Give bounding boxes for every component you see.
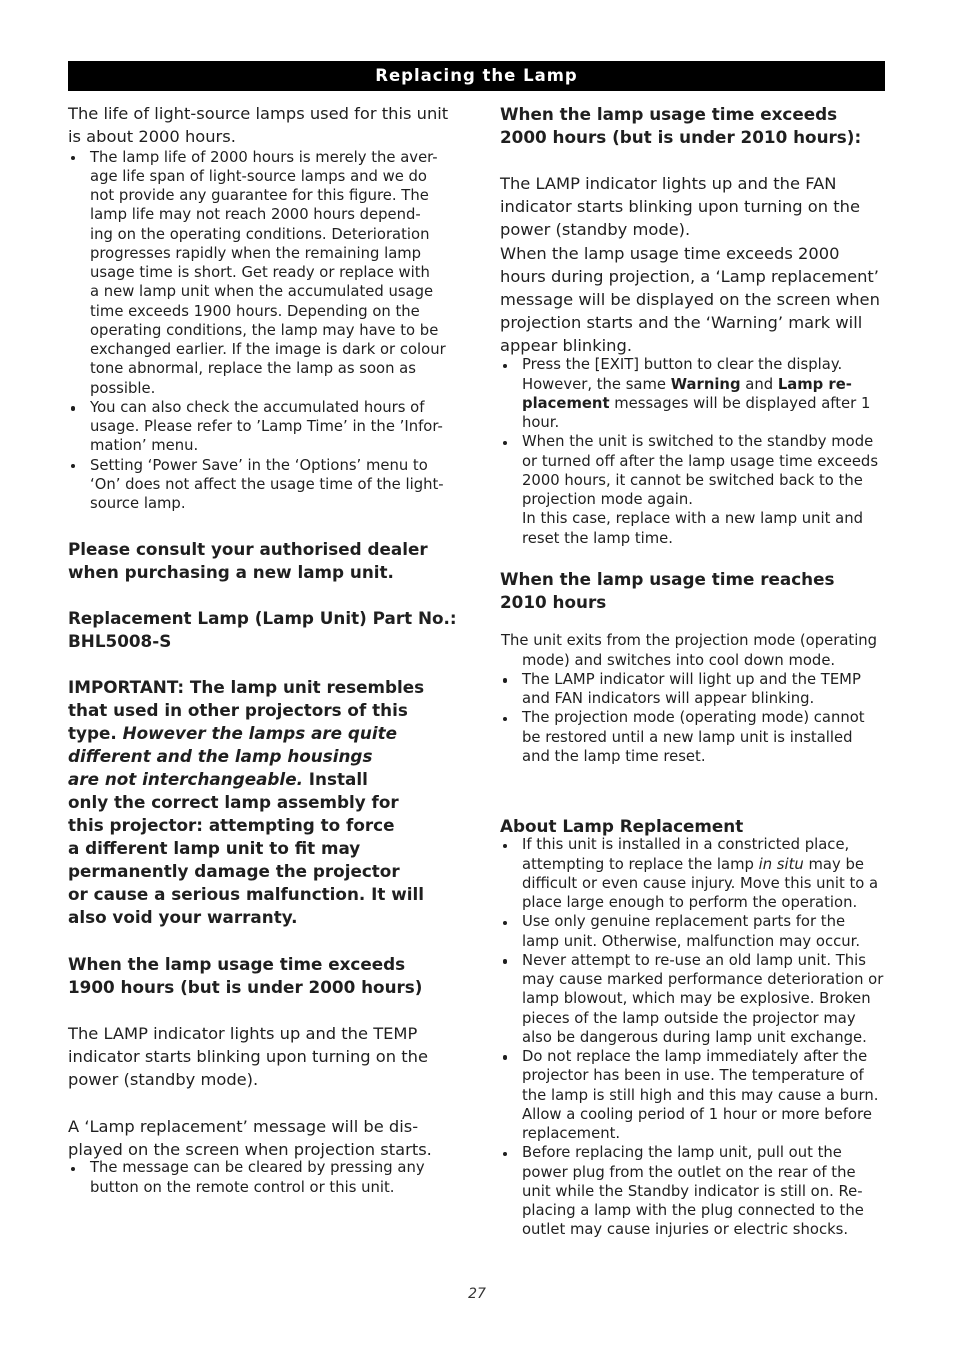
text-line: operating conditions, the lamp may have to be (90, 321, 439, 339)
text-line: You can also check the accumulated hours of (90, 398, 425, 416)
bullet-text (522, 355, 886, 432)
text-line: About Lamp Replacement (500, 815, 744, 836)
text-line: usage. Please refer to ’Lamp Time’ in the ’Infor- (90, 418, 443, 435)
text-line: When the lamp usage time exceeds 2000 (500, 243, 840, 263)
bullet-icon (503, 1055, 508, 1060)
section-header-bar (68, 61, 885, 91)
text-line: power (standby mode). (68, 1069, 259, 1089)
text-line: 2000 hours (but is under 2010 hours): (500, 126, 862, 147)
text-line: The lamp life of 2000 hours is merely the aver- (90, 148, 438, 166)
dealer-notice (68, 538, 454, 584)
text-line (68, 768, 454, 791)
text-line: Replacement Lamp (Lamp Unit) Part No.: (68, 607, 457, 628)
text-line (522, 375, 886, 394)
text-line: projection mode again. (522, 491, 693, 509)
notes-2010 (500, 670, 886, 766)
text-line: lamp life may not reach 2000 hours depend- (90, 206, 421, 224)
text-line: BHL5008-S (68, 630, 172, 651)
bullet-icon (503, 364, 508, 369)
text-line: The message can be cleared by pressing any (90, 1159, 425, 1177)
page-number: 27 (468, 1286, 486, 1302)
bullet-icon (503, 921, 508, 926)
text-line: or turned off after the lamp usage time exceeds (522, 452, 879, 470)
text-line: hours during projection, a ‘Lamp replacement’ (500, 266, 879, 286)
text-line: exchanged earlier. If the image is dark or colour (90, 341, 446, 358)
text-line: If this unit is installed in a constricted place, (522, 836, 850, 854)
text-line: hour. (522, 414, 560, 432)
message-1900-paragraph (68, 1115, 454, 1161)
bullet-text (522, 670, 886, 709)
text-line: button on the remote control or this unit. (90, 1178, 395, 1196)
text-line: placing a lamp with the plug connected to the (522, 1202, 864, 1220)
bullet-text (522, 1047, 886, 1143)
bullet-item (500, 670, 886, 709)
text-line: indicator starts blinking upon turning on the (68, 1046, 428, 1066)
text-line: possible. (90, 379, 156, 397)
text-line: ‘On’ does not affect the usage time of the light- (90, 475, 444, 493)
text-line: only the correct lamp assembly for (68, 791, 399, 812)
text-line: 2000 hours, it cannot be switched back to the (522, 471, 863, 489)
notes-1900 (68, 1158, 454, 1197)
text-line: 2010 hours (500, 591, 607, 612)
text-line: Setting ‘Power Save’ in the ‘Options’ menu to (90, 456, 428, 474)
bullet-icon (503, 717, 508, 722)
text-line: unit while the Standby indicator is still on. Re- (522, 1182, 863, 1200)
text-line: The projection mode (operating mode) cannot (522, 709, 865, 727)
text-line: is about 2000 hours. (68, 126, 236, 146)
text-line: Press the [EXIT] button to clear the display. (522, 356, 843, 374)
text-line: A ‘Lamp replacement’ message will be dis- (68, 1116, 419, 1136)
bullet-text (522, 432, 886, 548)
notes-2000 (500, 355, 886, 548)
text-segment: type. (68, 722, 117, 743)
bullet-item (68, 1158, 454, 1197)
emphasis-segment: different and the lamp housings (68, 745, 373, 766)
bullet-item (500, 432, 886, 548)
text-line: time exceeds 1900 hours. Depending on the (90, 302, 420, 320)
bullet-item (500, 835, 886, 912)
bullet-icon (503, 678, 508, 683)
text-line: When the lamp usage time exceeds (500, 103, 838, 124)
bullet-text (522, 1143, 886, 1239)
text-line: source lamp. (90, 495, 186, 512)
indicator-1900-paragraph (68, 1022, 454, 1091)
bullet-icon (71, 464, 76, 469)
text-line: When the lamp usage time reaches (500, 568, 835, 589)
bullet-icon (503, 959, 508, 964)
text-line: outlet may cause injuries or electric shocks. (522, 1221, 849, 1239)
text-line: The LAMP indicator will light up and the TEMP (522, 670, 861, 688)
text-line: The LAMP indicator lights up and the TEMP (68, 1023, 418, 1043)
italic-segment: in situ (758, 855, 804, 873)
bullet-text (90, 1158, 454, 1197)
text-line: 1900 hours (but is under 2000 hours) (68, 976, 423, 997)
text-line: replacement. (522, 1125, 621, 1143)
indicator-2000-paragraph (500, 172, 886, 241)
bullet-item (500, 708, 886, 766)
about-lamp-replacement-notes (500, 835, 886, 1239)
heading-1900-hours (68, 953, 454, 999)
part-number (68, 607, 457, 653)
bullet-icon (503, 1152, 508, 1157)
text-line: mode) and switches into cool down mode. (522, 651, 836, 669)
text-line: IMPORTANT: The lamp unit resembles (68, 676, 425, 697)
bullet-text (522, 835, 886, 912)
text-line: power plug from the outlet on the rear of the (522, 1163, 856, 1181)
text-line: and the lamp time reset. (522, 747, 706, 765)
text-line: The unit exits from the projection mode (operating (501, 632, 878, 650)
text-line (522, 394, 886, 413)
intro-paragraph (68, 102, 454, 148)
bullet-item (68, 398, 454, 456)
text-line: appear blinking. (500, 335, 632, 355)
bullet-text (522, 708, 886, 766)
bullet-icon (71, 156, 76, 161)
text-line: a new lamp unit when the accumulated usage (90, 283, 434, 301)
text-line (68, 745, 454, 768)
text-line: also void your warranty. (68, 907, 298, 928)
projection-2000-paragraph (500, 242, 886, 357)
bullet-icon (71, 1167, 76, 1172)
section-2010-body (500, 631, 886, 766)
text-segment: may be (808, 855, 864, 873)
text-segment: Install (308, 768, 368, 789)
text-line: this projector: attempting to force (68, 815, 395, 836)
text-line: Never attempt to re-use an old lamp unit. This (522, 951, 866, 969)
text-line: be restored until a new lamp unit is installed (522, 728, 853, 746)
text-line: Do not replace the lamp immediately after the (522, 1048, 868, 1066)
text-line: Before replacing the lamp unit, pull out the (522, 1144, 842, 1162)
emphasis-segment: However the lamps are quite (122, 722, 398, 743)
text-line: ing on the operating conditions. Deterioration (90, 225, 430, 243)
bold-segment: placement (522, 394, 610, 412)
text-line: The life of light-source lamps used for this unit (68, 103, 449, 123)
text-segment: messages will be displayed after 1 (614, 394, 871, 412)
heading-2010-hours (500, 568, 886, 614)
bold-segment: Lamp re- (777, 375, 852, 393)
text-line: played on the screen when projection starts. (68, 1139, 432, 1159)
intro-2010-paragraph (500, 631, 886, 670)
text-line: message will be displayed on the screen when (500, 289, 880, 309)
text-line: projection starts and the ‘Warning’ mark will (500, 312, 863, 332)
bullet-icon (71, 406, 76, 411)
bullet-item (68, 148, 454, 398)
text-line: indicator starts blinking upon turning on the (500, 196, 860, 216)
text-line: age life span of light-source lamps and we do (90, 167, 427, 185)
text-line: when purchasing a new lamp unit. (68, 561, 394, 582)
bullet-item (500, 951, 886, 1047)
lamp-life-notes (68, 148, 454, 514)
section-title: Replacing the Lamp (375, 66, 578, 85)
text-line: also be dangerous during lamp unit exchange. (522, 1028, 867, 1046)
bullet-text (90, 148, 454, 398)
bullet-item (500, 355, 886, 432)
text-line (522, 855, 886, 874)
text-line: lamp blowout, which may be explosive. Broken (522, 990, 871, 1008)
text-line: power (standby mode). (500, 219, 691, 239)
about-notes-list (500, 912, 886, 1239)
text-line: progresses rapidly when the remaining lamp (90, 244, 422, 262)
bullet-item (500, 1143, 886, 1239)
text-line: In this case, replace with a new lamp unit and (522, 510, 864, 528)
text-line: The LAMP indicator lights up and the FAN (500, 173, 837, 193)
text-line: tone abnormal, replace the lamp as soon as (90, 360, 416, 378)
bold-segment: Warning (670, 375, 741, 393)
text-segment: attempting to replace the lamp (522, 855, 754, 873)
text-line: Please consult your authorised dealer (68, 538, 428, 559)
bullet-item (500, 912, 886, 951)
emphasis-segment: are not interchangeable. (68, 768, 303, 789)
text-line: When the lamp usage time exceeds (68, 953, 406, 974)
text-line: mation’ menu. (90, 437, 199, 455)
text-line: projector has been in use. The temperature of (522, 1067, 864, 1085)
text-line: When the unit is switched to the standby mode (522, 433, 874, 451)
text-line: not provide any guarantee for this figure. The (90, 187, 429, 204)
bullet-text (90, 456, 454, 514)
text-line: pieces of the lamp outside the projector may (522, 1009, 856, 1027)
about-lamp-replacement-heading (500, 815, 886, 838)
text-line: the lamp is still high and this may cause a burn. (522, 1086, 879, 1104)
bullet-text (522, 912, 886, 951)
text-line: lamp unit. Otherwise, malfunction may occur. (522, 932, 861, 950)
text-line: that used in other projectors of this (68, 699, 408, 720)
bullet-item (500, 1047, 886, 1143)
text-line: Use only genuine replacement parts for the (522, 913, 846, 931)
bullet-text (90, 398, 454, 456)
heading-2000-hours (500, 103, 886, 149)
text-line: and FAN indicators will appear blinking. (522, 690, 815, 708)
bullet-icon (503, 844, 508, 849)
important-warning (68, 676, 454, 930)
text-line: difficult or even cause injury. Move this unit to a (522, 874, 879, 892)
bullet-text (522, 951, 886, 1047)
text-line: reset the lamp time. (522, 529, 673, 547)
text-segment: and (745, 375, 774, 393)
text-line: a different lamp unit to fit may (68, 838, 361, 859)
text-line: may cause marked performance deterioration or (522, 971, 884, 989)
text-segment: However, the same (522, 375, 667, 393)
text-line: usage time is short. Get ready or replace with (90, 264, 430, 281)
text-line: permanently damage the projector (68, 861, 400, 882)
bullet-item (68, 456, 454, 514)
text-line: or cause a serious malfunction. It will (68, 884, 424, 905)
text-line: place large enough to perform the operation. (522, 894, 858, 912)
text-line (68, 722, 454, 745)
text-line: Allow a cooling period of 1 hour or more before (522, 1105, 872, 1123)
bullet-icon (503, 441, 508, 446)
